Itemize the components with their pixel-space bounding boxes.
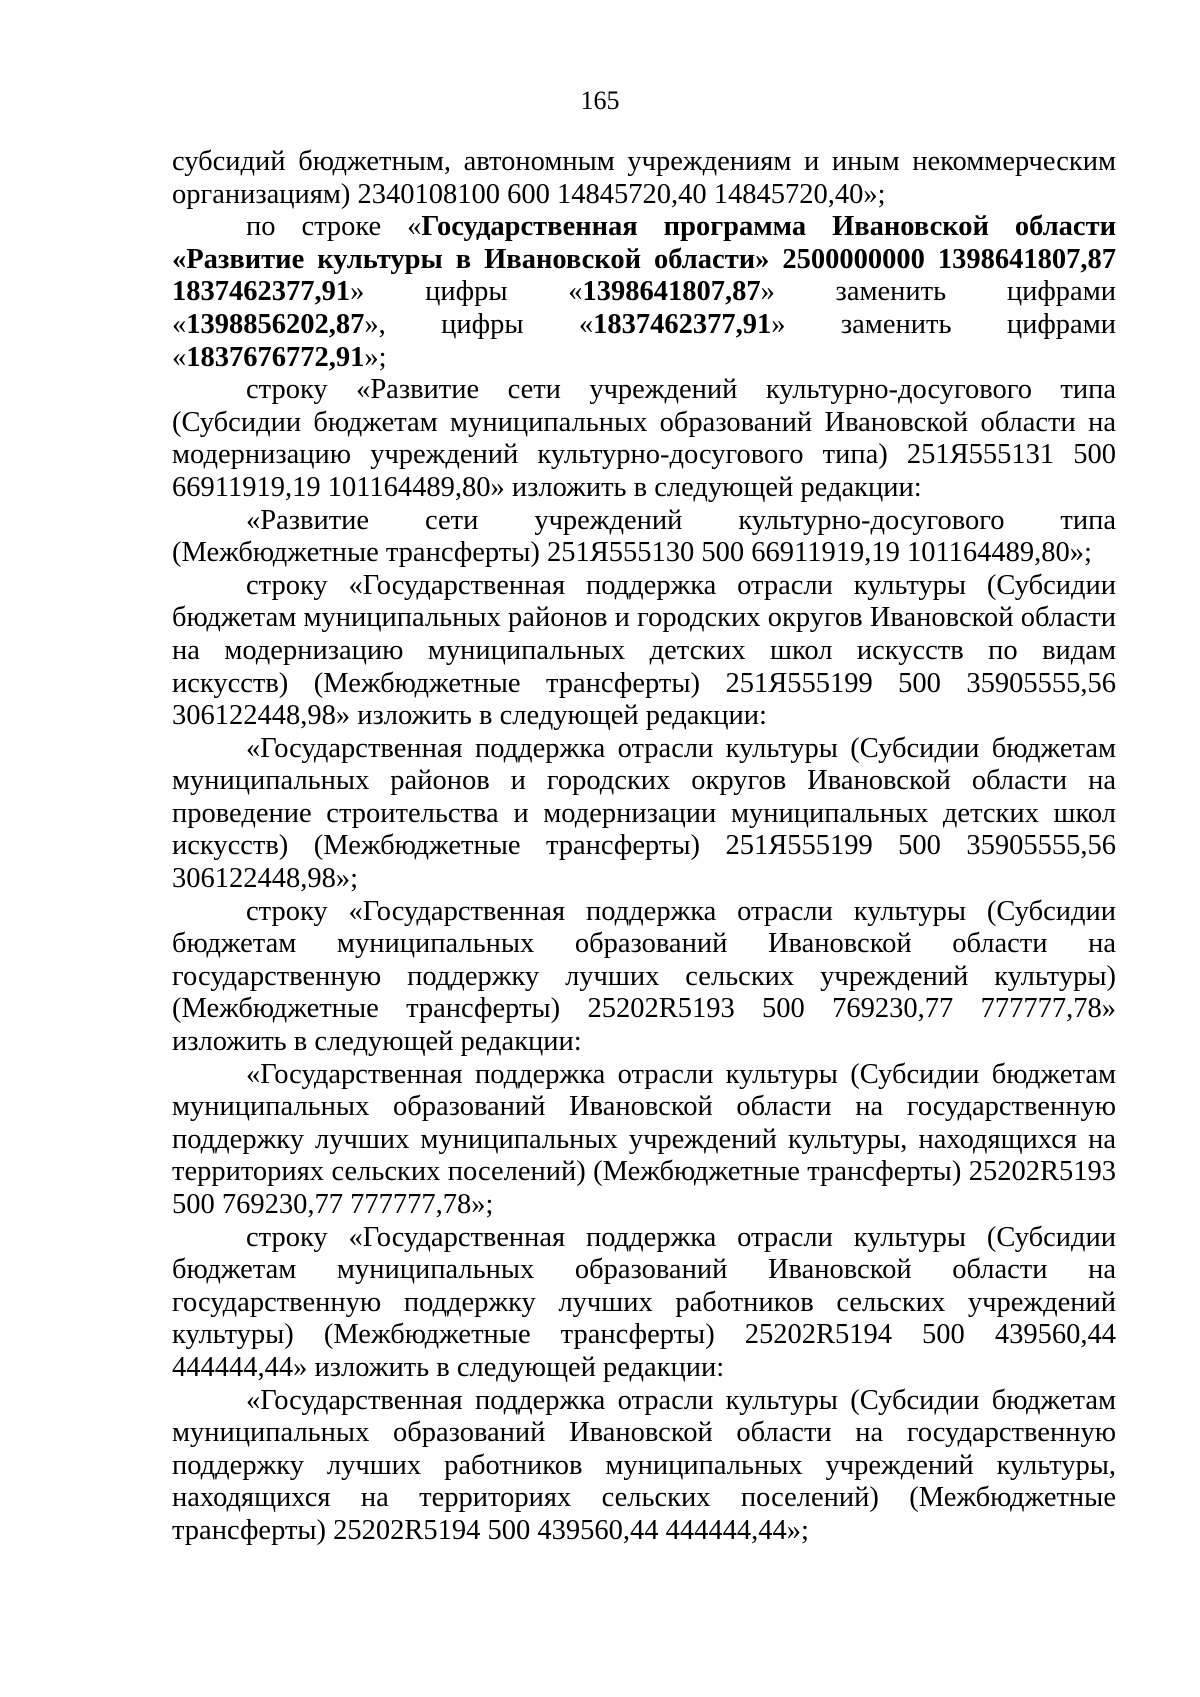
paragraph: [172, 1222, 1116, 1385]
paragraph: [172, 570, 1116, 733]
text-run: »;: [364, 341, 387, 373]
paragraph: [172, 374, 1116, 504]
text-run: », цифры «: [364, 308, 594, 340]
text-run: «Государственная поддержка отрасли культуры (Субсидии бюджетам муниципальных образований Ивановской области на государственную поддержку лучших муниципальных учреждений культуры, находящихся на территориях сельских поселений) (Межбюджетные трансферты) 25202R5193 500 769230,77 777777,78»;: [172, 1058, 1116, 1220]
text-run: по строке «: [246, 211, 422, 243]
text-run: » цифры «: [350, 276, 583, 308]
page-number: 165: [580, 86, 620, 115]
text-run: субсидий бюджетным, автономным учреждениям и иным некоммерческим организациям) 2340108100 600 14845720,40 14845720,40»;: [172, 146, 1116, 210]
text-run: «Государственная поддержка отрасли культуры (Субсидии бюджетам муниципальных образований Ивановской области на государственную поддержку лучших работников муниципальных учреждений культуры, находящихся на территориях сельских поселений) (Межбюджетные трансферты) 25202R5194 500 439560,44 444444,44»;: [172, 1384, 1116, 1546]
text-run: строку «Государственная поддержка отрасли культуры (Субсидии бюджетам муниципальных образований Ивановской области на государственную поддержку лучших работников сельских учреждений культуры) (Межбюджетные трансферты) 25202R5194 500 439560,44 444444,44» изложить в следующей редакции:: [172, 1221, 1116, 1383]
text-run: строку «Государственная поддержка отрасли культуры (Субсидии бюджетам муниципальных образований Ивановской области на государственную поддержку лучших сельских учреждений культуры) (Межбюджетные трансферты) 25202R5193 500 769230,77 777777,78» изложить в следующей редакции:: [172, 895, 1116, 1058]
text-run: «Развитие сети учреждений культурно-досугового типа (Межбюджетные трансферты) 251Я555130 500 66911919,19 101164489,80»;: [172, 504, 1116, 569]
bold-text-run: Государственная программа Ивановской области «Развитие культуры в Ивановской области» 2500000000 1398641807,87 1837462377,91: [172, 211, 1117, 308]
text-run: строку «Государственная поддержка отрасли культуры (Субсидии бюджетам муниципальных районов и городских округов Ивановской области на модернизацию муниципальных детских школ искусств по видам искусств) (Межбюджетные трансферты) 251Я555199 500 35905555,56 306122448,98» изложить в следующей редакции:: [172, 569, 1116, 732]
text-run: «Государственная поддержка отрасли культуры (Субсидии бюджетам муниципальных районов и городских округов Ивановской области на проведение строительства и модернизации муниципальных детских школ искусств) (Межбюджетные трансферты) 251Я555199 500 35905555,56 306122448,98»;: [172, 732, 1116, 895]
text-run: » заменить цифрами «: [172, 308, 1116, 373]
paragraph: [172, 733, 1116, 896]
bold-text-run: 1398641807,87: [582, 276, 761, 308]
text-run: » заменить цифрами «: [172, 276, 1116, 340]
paragraph: [172, 146, 1116, 211]
bold-text-run: 1837676772,91: [186, 341, 365, 373]
paragraph: [172, 896, 1116, 1059]
paragraph: [172, 211, 1116, 374]
paragraph: [172, 1385, 1116, 1548]
bold-text-run: 1837462377,91: [593, 308, 772, 340]
text-run: строку «Развитие сети учреждений культурно-досугового типа (Субсидии бюджетам муниципальных образований Ивановской области на модернизацию учреждений культурно-досугового типа) 251Я555131 500 66911919,19 101164489,80» изложить в следующей редакции:: [172, 374, 1116, 503]
document-body: [172, 146, 1116, 1548]
bold-text-run: 1398856202,87: [186, 308, 365, 340]
paragraph: [172, 1059, 1116, 1222]
paragraph: [172, 505, 1116, 570]
